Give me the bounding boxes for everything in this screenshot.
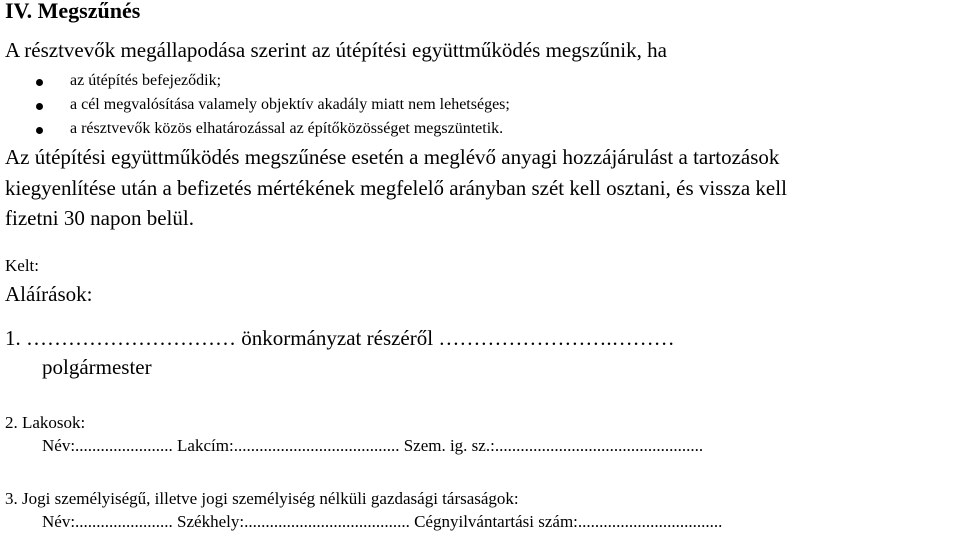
signatures-title: Aláírások:	[5, 282, 93, 306]
signatory-2-fields: Név:....................... Lakcím:....................................... Szem. ig. sz.:.................................................	[42, 436, 704, 455]
bullet-icon	[36, 127, 43, 134]
signatory-1-role: polgármester	[42, 355, 152, 379]
kelt-label: Kelt:	[5, 256, 39, 275]
signatory-2-line: 2. Lakosok:	[5, 413, 86, 432]
section-title: IV. Megszűnés	[5, 0, 141, 23]
list-item-text: a cél megvalósítása valamely objektív akadály miatt nem lehetséges;	[70, 96, 510, 113]
paragraph-line: Az útépítési együttműködés megszűnése esetén a meglévő anyagi hozzájárulást a tartozások	[5, 145, 780, 169]
paragraph-line: fizetni 30 napon belül.	[5, 206, 194, 230]
list-item-text: az útépítés befejeződik;	[70, 72, 222, 89]
bullet-icon	[36, 79, 43, 86]
signatory-3-fields: Név:....................... Székhely:....................................... Cégnyilvántartási szám:..................................	[42, 512, 723, 531]
list-item-text: a résztvevők közös elhatározással az építőközösséget megszüntetik.	[70, 120, 504, 137]
bullet-icon	[36, 103, 43, 110]
paragraph-line: kiegyenlítése után a befizetés mértékének megfelelő arányban szét kell osztani, és vissza kell	[5, 176, 787, 200]
signatory-3-line: 3. Jogi személyiségű, illetve jogi személyiség nélküli gazdasági társaságok:	[5, 489, 519, 508]
intro-text: A résztvevők megállapodása szerint az útépítési együttműködés megszűnik, ha	[5, 38, 667, 62]
signatory-1-line: 1. ………………………… önkormányzat részéről …………………….………	[5, 326, 675, 350]
